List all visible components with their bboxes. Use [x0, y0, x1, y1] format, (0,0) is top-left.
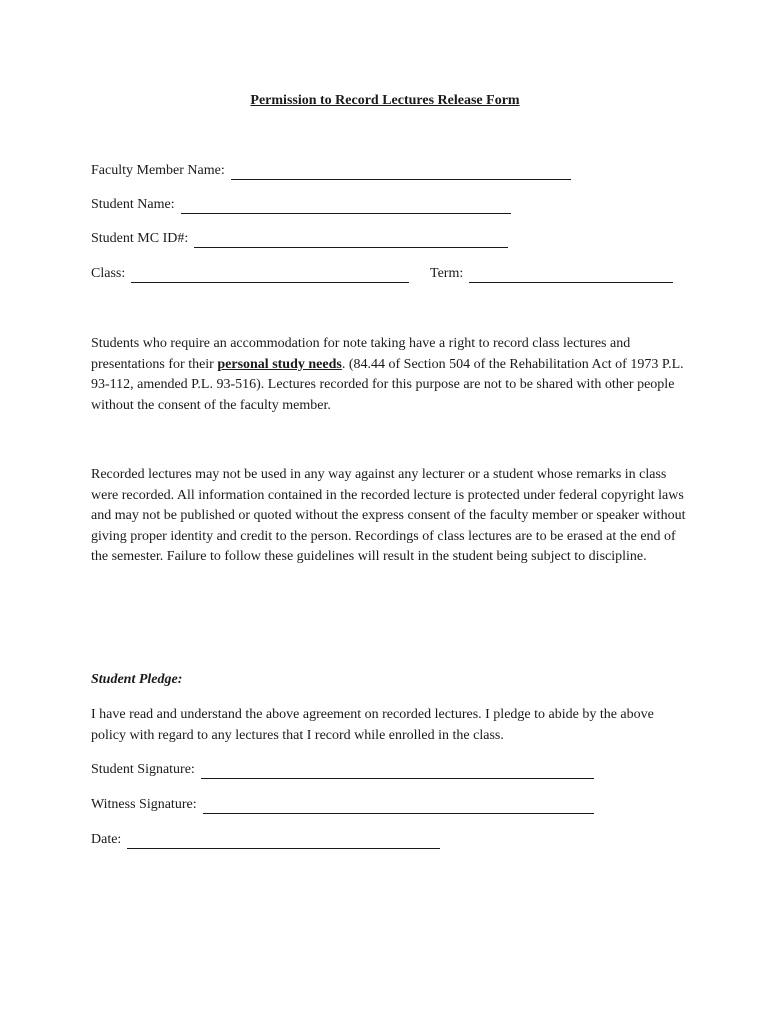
- personal-study-needs-emphasis: personal study needs: [217, 356, 342, 372]
- faculty-member-name-row: [91, 162, 571, 180]
- student-mc-id-row: [91, 230, 508, 248]
- witness-signature-field[interactable]: [203, 799, 594, 814]
- accommodation-paragraph: [91, 334, 691, 416]
- page-title: Permission to Record Lectures Release Form: [250, 93, 520, 108]
- term-field[interactable]: [469, 268, 673, 283]
- student-name-field[interactable]: [181, 199, 511, 214]
- student-mc-id-field[interactable]: [194, 233, 508, 248]
- class-row: [91, 265, 409, 283]
- student-pledge-text: I have read and understand the above agreement on recorded lectures. I pledge to abide by the above policy with regard to any lectures that I record while enrolled in the class.: [91, 707, 654, 743]
- student-signature-field[interactable]: [201, 764, 594, 779]
- faculty-member-name-field[interactable]: [231, 165, 571, 180]
- faculty-member-name-label: Faculty Member Name:: [91, 163, 225, 178]
- term-row: [430, 265, 673, 283]
- date-field[interactable]: [127, 834, 440, 849]
- student-signature-label: Student Signature:: [91, 762, 195, 777]
- usage-restrictions-paragraph: Recorded lectures may not be used in any way against any lecturer or a student whose remarks in class were recorded. All information contained in the recorded lecture is protected under federal copyright laws and may not be published or quoted without the express consent of the faculty member or speaker without giving proper identity and credit to the person. Recordings of class lectures are to be erased at the end of the semester. Failure to follow these guidelines will result in the student being subject to discipline.: [91, 467, 686, 564]
- class-label: Class:: [91, 266, 126, 281]
- class-field[interactable]: [131, 268, 409, 283]
- accommodation-paragraph-text-end: . (84.44 of Section 504 of the Rehabilitation Act of 1973 P.L. 93-112, amended P.L. 93-516). Lectures recorded for this purpose are not to be shared with other people without the consent of the faculty member.: [91, 356, 684, 413]
- student-name-label: Student Name:: [91, 197, 175, 212]
- date-row: [91, 831, 440, 849]
- student-mc-id-label: Student MC ID#:: [91, 231, 189, 246]
- witness-signature-label: Witness Signature:: [91, 797, 197, 812]
- student-signature-row: [91, 761, 594, 779]
- accommodation-paragraph-text-start: Students who require an accommodation for note taking have a right to record class lectures and presentations for their: [91, 336, 631, 372]
- term-label: Term:: [430, 266, 464, 281]
- witness-signature-row: [91, 796, 594, 814]
- student-pledge-heading: Student Pledge:: [91, 672, 183, 687]
- date-label: Date:: [91, 832, 122, 847]
- student-name-row: [91, 196, 511, 214]
